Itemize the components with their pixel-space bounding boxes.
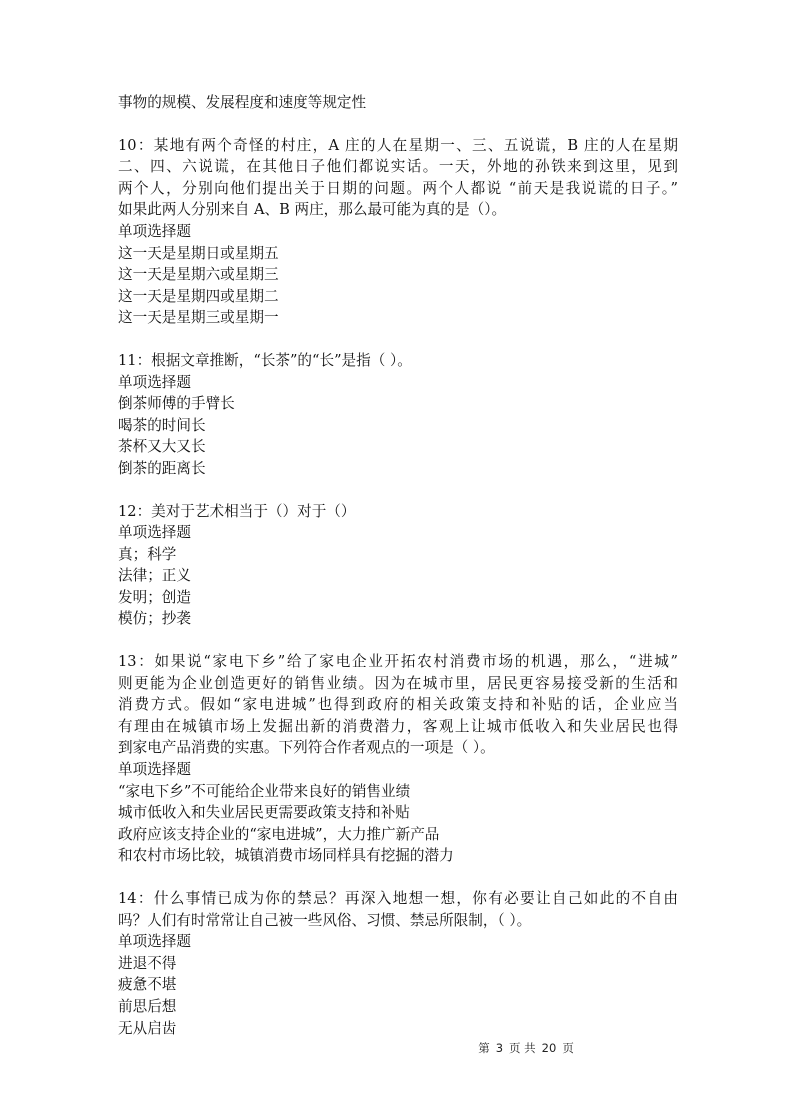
stem-line: 13：如果说“家电下乡”给了家电企业开拓农村消费市场的机遇，那么，“进城” (118, 653, 678, 671)
page-number: 3 (495, 1041, 504, 1055)
stem-line: 吗？人们有时常常让自己被一些风俗、习惯、禁忌所限制，（ ）。 (118, 911, 532, 929)
question-type: 单项选择题 (118, 761, 191, 779)
option: 城市低收入和失业居民更需要政策支持和补贴 (118, 804, 410, 822)
stem-line: 二、四、六说谎，在其他日子他们都说实话。一天，外地的孙铁来到这里，见到 (118, 158, 678, 176)
option: 前思后想 (118, 997, 177, 1015)
question-stem (118, 888, 678, 931)
question-stem (118, 651, 678, 759)
stem-line: 有理由在城镇市场上发掘出新的消费潜力，客观上让城市低收入和失业居民也得 (118, 717, 678, 735)
option: 模仿；抄袭 (118, 610, 191, 628)
option: 疲惫不堪 (118, 976, 177, 994)
stem-line: 则更能为企业创造更好的销售业绩。因为在城市里，居民更容易接受新的生活和 (118, 674, 678, 692)
stem-line: 到家电产品消费的实惠。下列符合作者观点的一项是（ ）。 (118, 739, 495, 757)
stem-line: 14：什么事情已成为你的禁忌？再深入地想一想，你有必要让自己如此的不自由 (118, 890, 678, 907)
option: 发明；创造 (118, 588, 191, 606)
option: 这一天是星期日或星期五 (118, 244, 279, 262)
question-type: 单项选择题 (118, 933, 191, 951)
option: 和农村市场比较，城镇消费市场同样具有挖掘的潜力 (118, 847, 454, 865)
page-footer (0, 1040, 792, 1056)
question-stem (118, 135, 678, 221)
option: 这一天是星期六或星期三 (118, 266, 279, 284)
footer-middle: 页 共 (509, 1041, 536, 1055)
option: 这一天是星期三或星期一 (118, 309, 279, 327)
option: 倒茶师傅的手臂长 (118, 395, 235, 413)
question-11 (118, 350, 678, 480)
stem-line: 两个人，分别向他们提出关于日期的问题。两个人都说 “前天是我说谎的日子。” (118, 179, 678, 197)
stem-line: 如果此两人分别来自 A、B 两庄，那么最可能为真的是（）。 (118, 201, 507, 219)
option: 政府应该支持企业的“家电进城”，大力推广新产品 (118, 825, 440, 843)
question-12 (118, 501, 678, 631)
option: 倒茶的距离长 (118, 459, 206, 477)
question-stem: 12：美对于艺术相当于（）对于（） (118, 502, 356, 520)
option: 真；科学 (118, 545, 177, 563)
question-type: 单项选择题 (118, 222, 191, 240)
option: 进退不得 (118, 954, 177, 972)
option: 喝茶的时间长 (118, 416, 206, 434)
option: “家电下乡”不可能给企业带来良好的销售业绩 (118, 782, 411, 800)
intro-text: 事物的规模、发展程度和速度等规定性 (118, 94, 367, 111)
question-14 (118, 888, 678, 1039)
option: 法律；正义 (118, 567, 191, 585)
option: 茶杯又大又长 (118, 438, 206, 456)
question-10 (118, 135, 678, 329)
option: 这一天是星期四或星期二 (118, 287, 279, 305)
question-13 (118, 651, 678, 867)
document-page (118, 92, 678, 1060)
question-type: 单项选择题 (118, 524, 191, 542)
footer-suffix: 页 (562, 1041, 574, 1055)
stem-line: 10：某地有两个奇怪的村庄，A 庄的人在星期一、三、五说谎，B 庄的人在星期 (118, 136, 678, 154)
stem-line: 消费方式。假如“家电进城”也得到政府的相关政策支持和补贴的话，企业应当 (118, 696, 678, 714)
footer-prefix: 第 (478, 1041, 490, 1055)
question-type: 单项选择题 (118, 373, 191, 391)
question-stem: 11：根据文章推断，“长茶”的“长”是指（ ）。 (118, 351, 412, 369)
page-total: 20 (541, 1041, 557, 1055)
option: 无从启齿 (118, 1019, 177, 1037)
